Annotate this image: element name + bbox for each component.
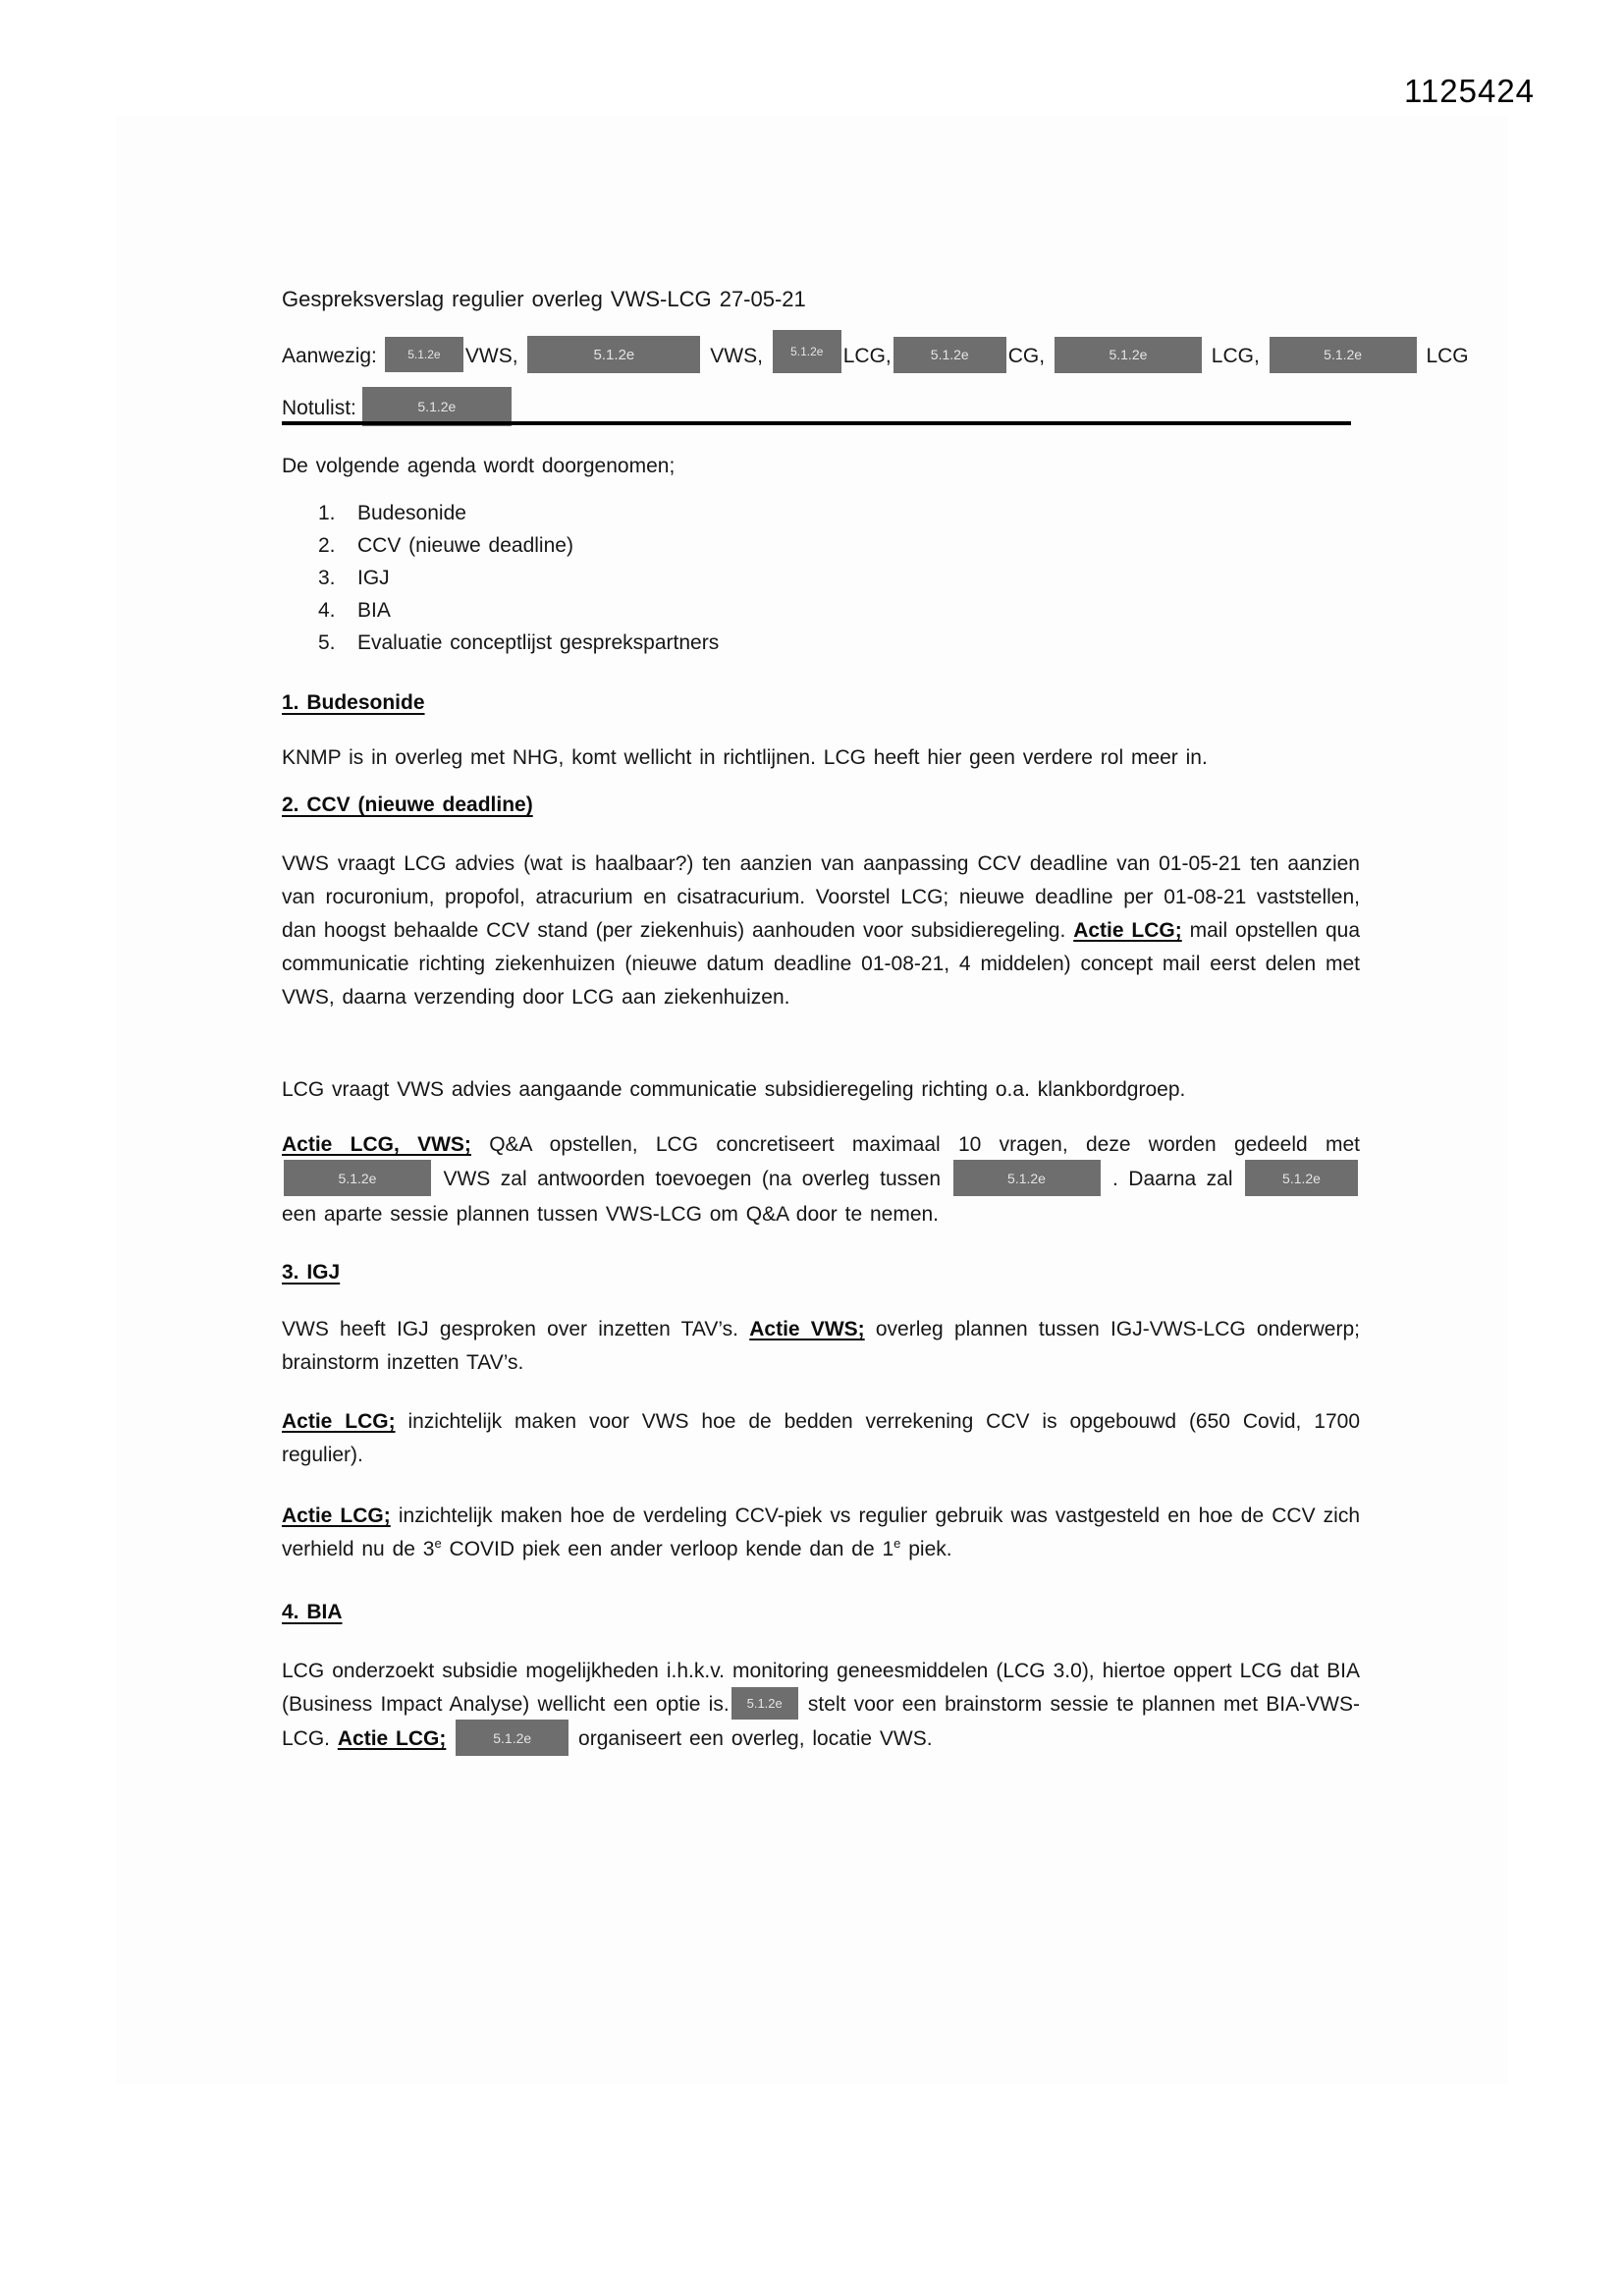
text-run: LCG, xyxy=(1203,345,1268,367)
text-run: VWS, xyxy=(702,345,771,367)
agenda-item-label: CCV (nieuwe deadline) xyxy=(357,534,573,557)
text-run: inzichtelijk maken voor VWS hoe de bedden verrekening CCV is opgebouwd (650 Covid, 1700 regulier). xyxy=(282,1410,1360,1466)
action-label: Actie VWS; xyxy=(749,1318,865,1340)
text-run: CG, xyxy=(1007,345,1053,367)
action-label: Actie LCG, VWS; xyxy=(282,1133,471,1156)
text-run: VWS heeft IGJ gesproken over inzetten TAV’s. xyxy=(282,1318,750,1340)
superscript: e xyxy=(434,1536,442,1551)
notulist-label: Notulist: xyxy=(282,397,356,419)
redaction-box: 5.1.2e xyxy=(527,336,700,373)
redaction-box: 5.1.2e xyxy=(1245,1160,1358,1196)
action-label: Actie LCG; xyxy=(1073,919,1182,942)
redaction-box: 5.1.2e xyxy=(284,1160,431,1196)
paragraph-igj xyxy=(282,1313,1360,1380)
action-label: Actie LCG; xyxy=(337,1727,447,1751)
redaction-box: 5.1.2e xyxy=(773,330,841,373)
agenda-item-number: 2. xyxy=(318,534,336,557)
text-run: LCG vraagt VWS advies aangaande communicatie subsidieregeling richting o.a. klankbordgroep. xyxy=(282,1078,1186,1101)
text-run: VWS, xyxy=(464,345,526,367)
action-label: Actie LCG; xyxy=(282,1504,391,1527)
text-run: overleg plannen tussen IGJ-VWS-LCG onderwerp; brainstorm inzetten TAV’s. xyxy=(282,1318,1360,1374)
document-number: 1125424 xyxy=(1404,73,1536,109)
agenda-item-label: Evaluatie conceptlijst gesprekspartners xyxy=(357,631,720,654)
text-run xyxy=(446,1727,454,1750)
redaction-box: 5.1.2e xyxy=(362,387,512,426)
text-run: een aparte sessie plannen tussen VWS-LCG om Q&A door te nemen. xyxy=(282,1203,940,1226)
agenda-item-label: BIA xyxy=(357,599,391,622)
agenda-item-number: 3. xyxy=(318,567,336,589)
text-run: LCG, xyxy=(842,345,892,367)
paragraph-actie-bedden xyxy=(282,1405,1360,1472)
paragraph-klankbordgroep xyxy=(282,1073,1360,1107)
horizontal-divider xyxy=(282,421,1351,425)
agenda-item xyxy=(318,594,1360,627)
action-label: Actie LCG; xyxy=(282,1410,396,1433)
paragraph-knmp xyxy=(282,741,1360,775)
text-run: mail opstellen qua communicatie richting ziekenhuizen (nieuwe datum deadline 01-08-21, 4 middelen) concept mail eerst delen met VWS, daarna verzending door LCG aan ziekenhuizen. xyxy=(282,919,1360,1009)
agenda-list xyxy=(282,497,1360,659)
text-run: LCG onderzoekt subsidie mogelijkheden i.h.k.v. monitoring geneesmiddelen (LCG 3.0), hiertoe oppert LCG dat BIA (Business Impact Analyse) wellicht een optie is. xyxy=(282,1660,1360,1716)
agenda-item xyxy=(318,497,1360,529)
text-run: VWS vraagt LCG advies (wat is haalbaar?) ten aanzien van aanpassing CCV deadline van 01-05-21 ten aanzien van rocuronium, propofol, atracurium en cisatracurium. Voorstel LCG; nieuwe deadline per 01-08-21 vaststellen, dan hoogst behaalde CCV stand (per ziekenhuis) aanhouden voor subsidieregeling. xyxy=(282,852,1360,942)
redaction-box: 5.1.2e xyxy=(1270,337,1417,373)
text-run: LCG xyxy=(1418,345,1469,367)
superscript: e xyxy=(893,1536,901,1551)
redaction-box: 5.1.2e xyxy=(893,337,1006,373)
section-heading-bia: 4. BIA xyxy=(282,1601,343,1623)
agenda-item-number: 1. xyxy=(318,502,336,524)
attendees-line xyxy=(282,335,1469,378)
text-run: . Daarna zal xyxy=(1102,1168,1243,1191)
section-heading-ccv: 2. CCV (nieuwe deadline) xyxy=(282,793,533,816)
text-run: COVID piek een ander verloop kende dan de 1 xyxy=(441,1538,894,1560)
agenda-item-number: 5. xyxy=(318,631,336,654)
agenda-item xyxy=(318,562,1360,594)
redaction-box: 5.1.2e xyxy=(456,1720,568,1756)
attendees-label: Aanwezig: xyxy=(282,345,377,367)
agenda-intro: De volgende agenda wordt doorgenomen; xyxy=(282,455,676,477)
redaction-box: 5.1.2e xyxy=(385,337,463,372)
attendees-values xyxy=(383,345,1469,367)
agenda-item-label: IGJ xyxy=(357,567,390,589)
paragraph-ccv-deadline xyxy=(282,847,1360,1014)
section-heading-budesonide: 1. Budesonide xyxy=(282,691,425,714)
text-run: VWS zal antwoorden toevoegen (na overleg tussen xyxy=(433,1168,951,1191)
document-title: Gespreksverslag regulier overleg VWS-LCG 27-05-21 xyxy=(282,287,806,311)
agenda-item xyxy=(318,627,1360,659)
agenda-item-label: Budesonide xyxy=(357,502,466,524)
text-run: piek. xyxy=(900,1538,952,1560)
text-run: organiseert een overleg, locatie VWS. xyxy=(570,1727,933,1751)
text-run: Q&A opstellen, LCG concretiseert maximaal 10 vragen, deze worden gedeeld met xyxy=(470,1133,1360,1156)
text-run: KNMP is in overleg met NHG, komt wellicht in richtlijnen. LCG heeft hier geen verdere rol meer in. xyxy=(282,746,1208,769)
redaction-box: 5.1.2e xyxy=(953,1160,1101,1196)
paragraph-actie-verdeling xyxy=(282,1500,1360,1566)
agenda-item xyxy=(318,529,1360,562)
section-heading-igj: 3. IGJ xyxy=(282,1261,341,1284)
text-run: stelt voor een brainstorm sessie te plannen met BIA-VWS-LCG. xyxy=(282,1693,1360,1751)
paragraph-actie-qa xyxy=(282,1128,1360,1231)
redaction-box: 5.1.2e xyxy=(731,1687,798,1720)
text-run: inzichtelijk maken hoe de verdeling CCV-piek vs regulier gebruik was vastgesteld en hoe de CCV zich verhield nu de 3 xyxy=(282,1504,1360,1560)
paragraph-bia xyxy=(282,1655,1360,1758)
agenda-item-number: 4. xyxy=(318,599,336,622)
redaction-box: 5.1.2e xyxy=(1055,337,1202,373)
